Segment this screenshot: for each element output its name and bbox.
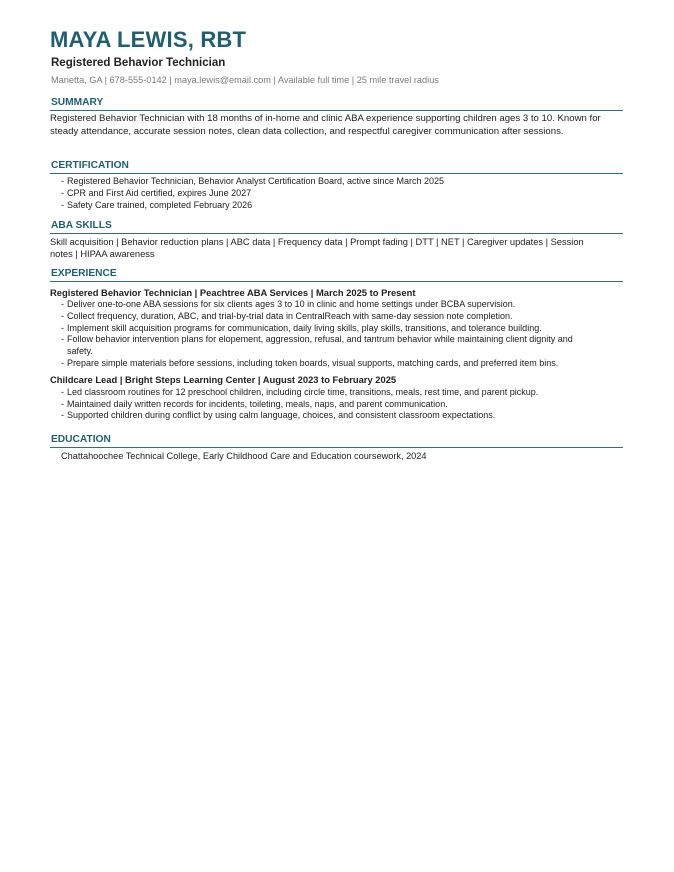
job-bullet: - Led classroom routines for 12 preschool children, including circle time, transitions, meals, rest time, and parent pickup. [61,386,539,397]
job-bullet-text: Implement skill acquisition programs for communication, daily living skills, play skills, transitions, and tolerance building. [67,322,542,333]
education-section [50,433,623,462]
section-title-certification: CERTIFICATION [50,159,623,174]
job-bullet-text: Deliver one-to-one ABA sessions for six clients ages 3 to 10 in clinic and home settings under BCBA supervision. [67,299,516,309]
section-title-education: EDUCATION [50,433,623,448]
experience-section [50,267,623,422]
candidate-name: MAYA LEWIS, RBT [50,27,247,52]
job-bullet: - Supported children during conflict by using calm language, choices, and consistent classroom expectations. [61,410,496,421]
job-bullet-text: Maintained daily written records for incidents, toileting, meals, naps, and parent communication. [67,398,448,409]
certification-item: - Registered Behavior Technician, Behavior Analyst Certification Board, active since March 2025 [61,176,445,186]
certification-item-text: Safety Care trained, completed February 2026 [67,199,253,210]
job-bullet: - Deliver one-to-one ABA sessions for six clients ages 3 to 10 in clinic and home settings under BCBA supervision. [61,299,516,309]
job-bullet-text: Prepare simple materials before sessions, including token boards, visual supports, matching cards, and preferred item bins. [67,357,559,368]
job-heading: Childcare Lead | Bright Steps Learning Center | August 2023 to February 2025 [50,373,397,385]
job-bullet-text: Follow behavior intervention plans for elopement, aggression, refusal, and tantrum behavior while maintaining client dignity and safety. [67,334,573,357]
job-bullet: - Implement skill acquisition programs for communication, daily living skills, play skills, transitions, and tolerance building. [61,322,542,333]
certification-section [50,159,623,211]
job-bullet-text: Collect frequency, duration, ABC, and trial-by-trial data in CentralReach with same-day session note completion. [67,310,513,321]
job-bullet: - Maintained daily written records for incidents, toileting, meals, naps, and parent communication. [61,398,448,409]
section-title-skills: ABA SKILLS [50,219,623,234]
certification-item: - Safety Care trained, completed February 2026 [61,199,253,210]
education-entry: Chattahoochee Technical College, Early Childhood Care and Education coursework, 2024 [61,451,427,461]
job-heading: Registered Behavior Technician | Peachtree ABA Services | March 2025 to Present [50,287,416,298]
certification-item: - CPR and First Aid certified, expires June 2027 [61,187,252,198]
candidate-role: Registered Behavior Technician [51,57,226,69]
section-title-summary: SUMMARY [50,96,623,111]
job-bullets [50,387,623,422]
job-bullet: - Follow behavior intervention plans for elopement, aggression, refusal, and tantrum behavior while maintaining client dignity and safety. [61,334,573,357]
certification-item-text: Registered Behavior Technician, Behavior Analyst Certification Board, active since March 2025 [67,176,445,186]
job-bullet: - Collect frequency, duration, ABC, and trial-by-trial data in CentralReach with same-day session note completion. [61,310,513,321]
job-bullet-text: Supported children during conflict by using calm language, choices, and consistent classroom expectations. [67,410,496,421]
summary-text: Registered Behavior Technician with 18 months of in-home and clinic ABA experience supporting children ages 3 to 10. Known for steady attendance, accurate session notes, clean data collection, and respectful caregiver communication after sessions. [50,113,601,137]
job-entry [50,287,623,370]
job-bullet-text: Led classroom routines for 12 preschool children, including circle time, transitions, meals, rest time, and parent pickup. [67,386,539,397]
job-entry [50,374,623,422]
certification-list [50,176,623,211]
job-bullets [50,299,623,370]
summary-section [50,96,623,138]
skills-text: Skill acquisition | Behavior reduction plans | ABC data | Frequency data | Prompt fading | DTT | NET | Caregiver updates | Session notes | HIPAA awareness [50,237,584,259]
contact-line: Marietta, GA | 678-555-0142 | maya.lewis@email.com | Available full time | 25 mile travel radius [51,75,439,85]
certification-item-text: CPR and First Aid certified, expires June 2027 [67,187,252,198]
section-title-experience: EXPERIENCE [50,267,623,282]
skills-section [50,219,623,260]
job-bullet: - Prepare simple materials before sessions, including token boards, visual supports, matching cards, and preferred item bins. [61,357,559,368]
